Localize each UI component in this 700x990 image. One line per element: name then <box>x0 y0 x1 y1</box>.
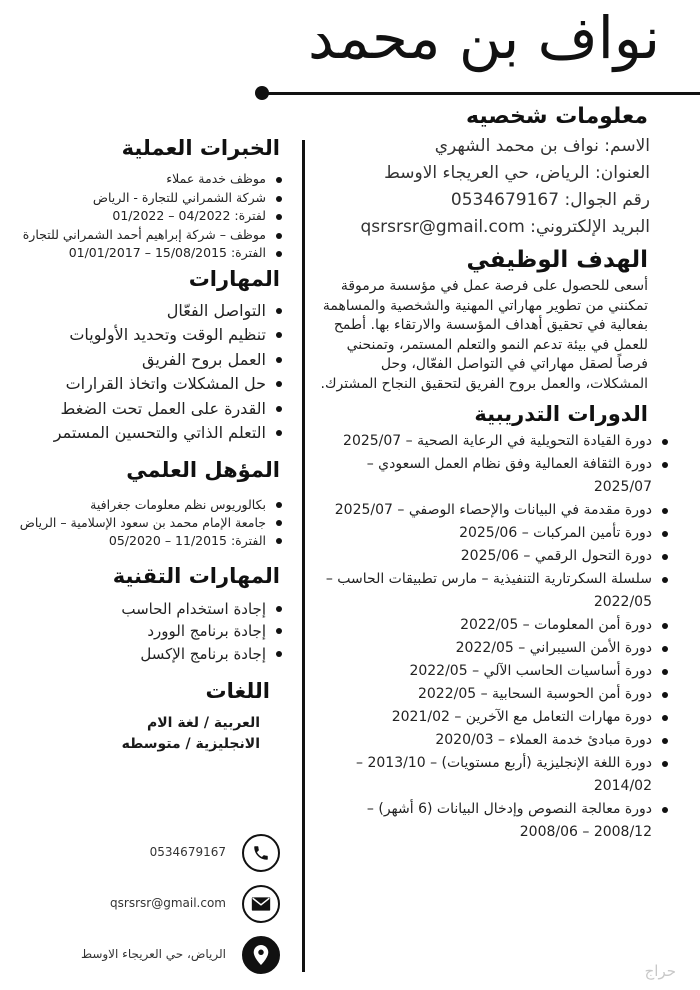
personal-info-block <box>318 133 686 241</box>
contact-phone-row <box>60 834 280 874</box>
experience-item: لفترة: 04/2022 – 01/2022 <box>10 207 286 226</box>
main-column <box>318 104 686 844</box>
location-pin-icon <box>242 936 280 974</box>
course-item: دورة معالجة النصوص وإدخال البيانات (6 أشهر) – 2008/12 – 2008/06 <box>318 798 672 844</box>
skill-item: القدرة على العمل تحت الضغط <box>10 397 286 422</box>
education-item: بكالوريوس نظم معلومات جغرافية <box>10 496 286 514</box>
experience-item: موظف خدمة عملاء <box>10 170 286 189</box>
skill-item: تنظيم الوقت وتحديد الأولويات <box>10 323 286 348</box>
languages-title: اللغات <box>205 679 270 703</box>
course-item: دورة أمن المعلومات – 2022/05 <box>318 614 672 637</box>
column-divider <box>302 140 305 972</box>
tech-skill-item: إجادة برنامج الإكسل <box>10 643 286 666</box>
course-item: دورة اللغة الإنجليزية (أربع مستويات) – 2013/10 – 2014/02 <box>318 752 672 798</box>
info-phone: رقم الجوال: 0534679167 <box>450 190 650 210</box>
experience-item: شركة الشمراني للتجارة - الرياض <box>10 189 286 208</box>
tech-skill-item: إجادة استخدام الحاسب <box>10 598 286 621</box>
experience-item: موظف – شركة إبراهيم أحمد الشمراني للتجارة <box>10 226 286 245</box>
language-item: الانجليزية / متوسطه <box>121 736 260 752</box>
contact-address-row <box>60 936 280 976</box>
contact-phone: 0534679167 <box>149 845 226 859</box>
education-item: الفترة: 11/2015 – 05/2020 <box>10 532 286 550</box>
experience-list <box>10 170 286 263</box>
info-name: الاسم: نواف بن محمد الشهري <box>434 136 650 156</box>
watermark: حراج <box>644 962 676 980</box>
course-item: دورة الثقافة العمالية وفق نظام العمل السعودي – 2025/07 <box>318 453 672 499</box>
info-address: العنوان: الرياض، حي العريجاء الاوسط <box>384 163 650 183</box>
skill-item: التواصل الفعّال <box>10 299 286 324</box>
contact-address: الرياض، حي العريجاء الاوسط <box>80 947 226 961</box>
education-item: جامعة الإمام محمد بن سعود الإسلامية – الرياض <box>10 514 286 532</box>
courses-list <box>318 430 686 844</box>
course-item: دورة تأمين المركبات – 2025/06 <box>318 522 672 545</box>
experience-title: الخبرات العملية <box>121 136 280 160</box>
course-item: دورة أمن الحوسبة السحابية – 2022/05 <box>318 683 672 706</box>
course-item: دورة التحول الرقمي – 2025/06 <box>318 545 672 568</box>
tech-skill-item: إجادة برنامج الوورد <box>10 620 286 643</box>
experience-item: الفترة: 15/08/2015 – 01/01/2017 <box>10 244 286 263</box>
education-title: المؤهل العلمي <box>126 457 280 482</box>
objective-text: أسعى للحصول على فرصة عمل في مؤسسة مرموقة تمكنني من تطوير مهاراتي المهنية والشخصية والمساهمة بفعالية في تحقيق أهداف المؤسسة والارتقاء بها. أطمح للعمل في بيئة تدعم النمو والتعلم المستمر، وتمنحني فرصاً لصقل مهاراتي في التواصل الفعّال، وحل المشكلات، والعمل بروح الفريق لتحقيق النجاح المشترك. <box>320 278 648 392</box>
course-item: دورة القيادة التحويلية في الرعاية الصحية – 2025/07 <box>318 430 672 453</box>
course-item: دورة مبادئ خدمة العملاء – 2020/03 <box>318 729 672 752</box>
objective-title: الهدف الوظيفي <box>466 247 648 273</box>
header-rule-dot <box>255 86 269 100</box>
language-item: العربية / لغة الام <box>147 715 260 731</box>
candidate-name: نواف بن محمد <box>308 4 660 72</box>
personal-info-title: معلومات شخصيه <box>466 104 648 129</box>
info-email: البريد الإلكتروني: qsrsrsr@gmail.com <box>360 217 650 237</box>
course-item: سلسلة السكرتارية التنفيذية – مارس تطبيقات الحاسب – 2022/05 <box>318 568 672 614</box>
education-list <box>10 496 286 550</box>
tech-skills-title: المهارات التقنية <box>112 563 280 588</box>
courses-title: الدورات التدريبية <box>474 402 648 426</box>
skill-item: حل المشكلات واتخاذ القرارات <box>10 372 286 397</box>
skills-list <box>10 299 286 446</box>
side-column <box>10 136 286 755</box>
course-item: دورة أساسيات الحاسب الآلي – 2022/05 <box>318 660 672 683</box>
skill-item: العمل بروح الفريق <box>10 348 286 373</box>
contact-email: qsrsrsr@gmail.com <box>110 896 226 910</box>
course-item: دورة مقدمة في البيانات والإحصاء الوصفي – 2025/07 <box>318 499 672 522</box>
envelope-icon <box>242 885 280 923</box>
contact-email-row <box>60 885 280 925</box>
course-item: دورة الأمن السيبراني – 2022/05 <box>318 637 672 660</box>
skill-item: التعلم الذاتي والتحسين المستمر <box>10 421 286 446</box>
course-item: دورة مهارات التعامل مع الآخرين – 2021/02 <box>318 706 672 729</box>
header-rule <box>262 92 700 95</box>
phone-icon <box>242 834 280 872</box>
tech-skills-list <box>10 598 286 666</box>
skills-title: المهارات <box>188 266 280 291</box>
